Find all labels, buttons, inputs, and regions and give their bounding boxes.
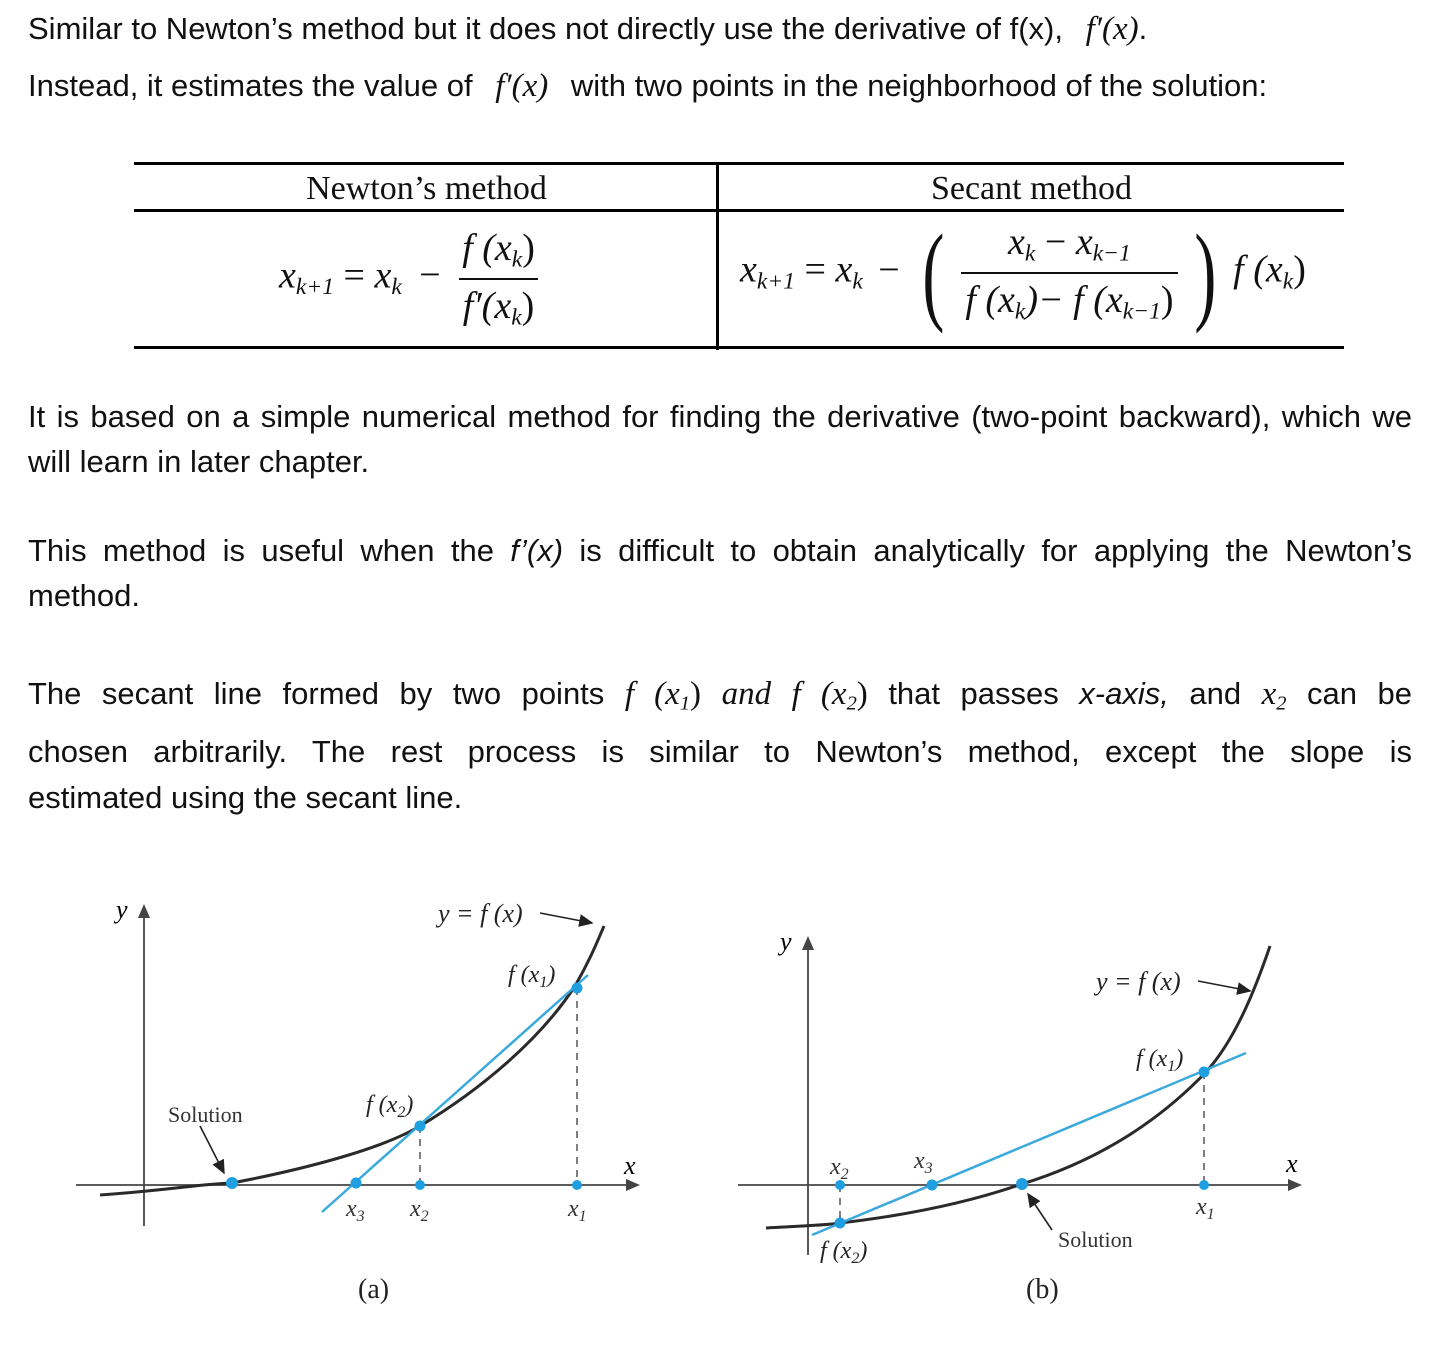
- tail-text: f (x: [1233, 248, 1283, 291]
- x1-tick-label: $x_1$: [1196, 1194, 1215, 1223]
- y-axis-label: y: [116, 895, 128, 924]
- intro-text-1: Similar to Newton’s method but it does not directly use the derivative of f(x),: [28, 11, 1063, 46]
- subscript: k: [1014, 298, 1026, 325]
- para4-text: The secant line formed by two points: [28, 676, 605, 711]
- x1-tick-label: $x_1$: [568, 1196, 587, 1225]
- f-x1-point: [1199, 1067, 1210, 1078]
- fraction-denominator: [961, 272, 1177, 326]
- x1-point: [572, 1180, 582, 1190]
- intro-text-2: Instead, it estimates the value of: [28, 68, 473, 103]
- secant-line: [812, 1053, 1246, 1235]
- newton-formula: [279, 226, 539, 331]
- paren: ): [856, 676, 868, 712]
- f-x1-label: f $(x_1)$: [1136, 1046, 1184, 1075]
- den-text: f (x: [965, 279, 1015, 321]
- para4-text: can be: [1307, 676, 1413, 711]
- den-text: f′(x: [462, 284, 512, 327]
- paren: ): [521, 284, 535, 327]
- x1-point: [1199, 1180, 1209, 1190]
- subscript: k−1: [1092, 241, 1131, 267]
- solution-label: Solution: [168, 1102, 243, 1127]
- fraction-denominator: [459, 278, 539, 332]
- secant-formula: [740, 212, 1306, 334]
- minus-sign: −: [1044, 221, 1067, 264]
- right-big-paren: ): [1194, 212, 1217, 334]
- x-axis-label: x: [624, 1151, 636, 1180]
- subscript: 1: [679, 692, 691, 715]
- f-prime-expression: f′(x): [495, 68, 549, 104]
- subscript: k: [1282, 268, 1294, 295]
- curve-label-arrow: [540, 913, 592, 923]
- method-comparison-table: [134, 160, 1344, 350]
- minus-sign: −: [419, 254, 441, 297]
- f-x2-label: f $(x_2)$: [820, 1238, 868, 1267]
- para3-text: This method is useful when the: [28, 533, 511, 568]
- var-x: x: [835, 248, 853, 291]
- x2-tick-label: $x_2$: [410, 1196, 429, 1225]
- figure-a-secant-diagram: [0, 880, 720, 1320]
- equals-sign: =: [343, 254, 365, 297]
- subscript: 2: [846, 692, 857, 715]
- f-x2-label: f $(x_2)$: [366, 1092, 414, 1121]
- table-top-rule: [134, 162, 1344, 165]
- intro-period: .: [1138, 11, 1148, 46]
- solution-label: Solution: [1058, 1227, 1133, 1252]
- paren: ): [1293, 248, 1306, 291]
- subscript: k: [1024, 241, 1036, 267]
- subscript: k+1: [295, 273, 334, 300]
- y-axis-label: y: [780, 927, 792, 956]
- x-axis-arrow: [626, 1179, 640, 1191]
- paren: ): [1160, 279, 1174, 321]
- para4-line-3: estimated using the secant line.: [28, 780, 463, 815]
- paragraph-derivative-basis: It is based on a simple numerical method for finding the derivative (two-point backward), which we will learn in later chapter.: [28, 399, 1412, 479]
- header-secant: Secant method: [930, 170, 1133, 207]
- intro-text-2-end: with two points in the neighborhood of the solution:: [570, 68, 1268, 103]
- f-x1: f (x: [624, 676, 680, 712]
- subscript: 2: [1276, 692, 1287, 715]
- var-x: x: [279, 254, 296, 297]
- num-text: f (x: [462, 227, 512, 269]
- solution-point: [1016, 1178, 1028, 1190]
- paren: ): [690, 676, 702, 712]
- x-axis-italic: x-axis,: [1079, 676, 1169, 711]
- f-x1-label: f $(x_1)$: [508, 962, 556, 991]
- intro-line-1: [28, 6, 1147, 54]
- figure-b-caption: (b): [1026, 1274, 1059, 1305]
- curve-label-arrow: [1198, 981, 1250, 991]
- secant-fraction: [961, 220, 1177, 325]
- para4-line-2: chosen arbitrarily. The rest process is similar to Newton’s method, except the slope is: [28, 734, 1412, 769]
- subscript: k: [852, 268, 863, 295]
- y-axis-arrow: [802, 936, 814, 950]
- and-word: and: [721, 676, 772, 712]
- x-axis-label: x: [1286, 1149, 1298, 1178]
- equals-sign: =: [804, 248, 826, 291]
- curve-label: y = f (x): [438, 899, 523, 928]
- x2-tick-label: $x_2$: [830, 1154, 849, 1183]
- solution-arrow: [200, 1126, 224, 1173]
- paragraph-usefulness: [28, 528, 1412, 618]
- solution-point: [226, 1177, 238, 1189]
- f-x2: f (x: [791, 676, 847, 712]
- intro-line-2: [28, 63, 1267, 111]
- subscript: k: [511, 246, 523, 273]
- f-x1-point: [572, 983, 583, 994]
- x-axis-arrow: [1288, 1179, 1302, 1191]
- figure-a-caption: (a): [358, 1274, 390, 1305]
- para3-text-end: is difficult to obtain analytically for applying the Newton’s method.: [28, 533, 1413, 613]
- num-text: x: [1075, 221, 1093, 264]
- f-prime-expression: f′(x): [1085, 11, 1139, 47]
- subscript: k+1: [756, 268, 795, 295]
- f-prime-italic: f’(x): [510, 533, 564, 568]
- paragraph-secant-line: [28, 668, 1412, 818]
- x3-tick-label: $x_3$: [914, 1148, 933, 1177]
- left-big-paren: (: [922, 212, 945, 334]
- x2-var: x: [1261, 676, 1277, 712]
- curve-label: y = f (x): [1096, 967, 1181, 996]
- var-x: x: [740, 248, 757, 291]
- secant-line: [322, 975, 588, 1212]
- table-bottom-rule: [134, 346, 1344, 349]
- fraction-numerator: [1004, 220, 1135, 272]
- f-x2-point: [835, 1218, 846, 1229]
- figure-b-secant-diagram: [720, 880, 1440, 1320]
- table-header-rule: [134, 209, 1344, 212]
- para4-line-1: [28, 668, 1412, 720]
- subscript: k: [511, 304, 522, 331]
- den-text: )− f (x: [1025, 279, 1123, 321]
- var-x: x: [374, 254, 392, 297]
- x2-point: [415, 1180, 425, 1190]
- y-axis-arrow: [138, 904, 150, 918]
- x3-tick-label: $x_3$: [346, 1196, 365, 1225]
- subscript: k−1: [1122, 298, 1161, 325]
- paren: ): [522, 227, 535, 269]
- newton-fraction: [458, 226, 539, 331]
- x3-point: [351, 1178, 362, 1189]
- solution-arrow: [1028, 1194, 1052, 1230]
- para4-text: and: [1168, 676, 1242, 711]
- num-text: x: [1008, 221, 1025, 264]
- header-newton: Newton’s method: [306, 170, 547, 207]
- minus-sign: −: [878, 248, 900, 291]
- x3-point: [927, 1180, 938, 1191]
- f-x2-point: [415, 1121, 426, 1132]
- para4-text: that passes: [888, 676, 1080, 711]
- fraction-numerator: [458, 226, 539, 278]
- subscript: k: [391, 273, 402, 300]
